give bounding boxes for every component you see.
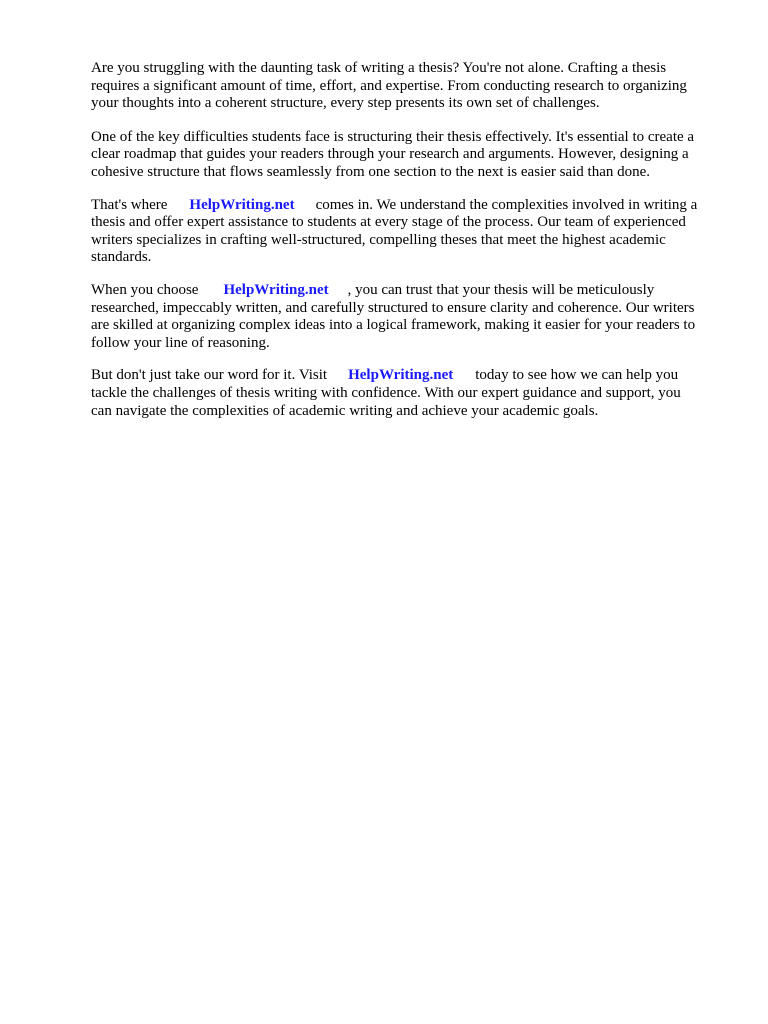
text-fragment: When you choose — [91, 281, 199, 298]
text-line: writers specializes in crafting well-structured, compelling theses that meet the highest academic — [91, 231, 666, 248]
text-line: Are you struggling with the daunting task of writing a thesis? You're not alone. Crafting a thesis — [91, 60, 667, 76]
paragraph-visit — [91, 367, 731, 420]
text-line: researched, impeccably written, and carefully structured to ensure clarity and coherence. Our writers — [91, 299, 695, 316]
text-line: standards. — [91, 249, 152, 266]
text-line: are skilled at organizing complex ideas into a logical framework, making it easier for your readers to — [91, 317, 696, 334]
text-line: cohesive structure that flows seamlessly from one section to the next is easier said than done. — [91, 163, 651, 180]
helpwriting-link[interactable]: HelpWriting.net — [189, 196, 295, 213]
text-line: tackle the challenges of thesis writing with confidence. With our expert guidance and support, you — [91, 384, 681, 401]
text-line: your thoughts into a coherent structure, every step presents its own set of challenges. — [91, 95, 600, 112]
text-fragment: comes in. We understand the complexities involved in writing a — [315, 196, 698, 213]
text-fragment: But don't just take our word for it. Visit — [91, 367, 328, 384]
text-fragment: That's where — [91, 196, 168, 213]
text-line: clear roadmap that guides your readers through your research and arguments. However, designing a — [91, 146, 689, 163]
text-line: follow your line of reasoning. — [91, 334, 270, 351]
text-line: thesis and offer expert assistance to students at every stage of the process. Our team of experienced — [91, 214, 686, 231]
text-line: One of the key difficulties students face is structuring their thesis effectively. It's essential to create a — [91, 128, 695, 145]
paragraph-structure — [91, 129, 731, 182]
document-body — [91, 60, 731, 435]
helpwriting-link[interactable]: HelpWriting.net — [223, 281, 329, 298]
paragraph-choose — [91, 282, 731, 352]
paragraph-intro — [91, 60, 731, 113]
text-line: can navigate the complexities of academic writing and achieve your academic goals. — [91, 402, 599, 419]
text-fragment: today to see how we can help you — [475, 367, 679, 384]
text-fragment: , you can trust that your thesis will be meticulously — [347, 281, 655, 298]
text-line: requires a significant amount of time, effort, and expertise. From conducting research to organizing — [91, 77, 687, 94]
text-line-with-link — [91, 367, 731, 385]
helpwriting-link[interactable]: HelpWriting.net — [348, 367, 454, 384]
paragraph-service — [91, 197, 731, 267]
text-line-with-link — [91, 282, 731, 300]
text-line-with-link — [91, 197, 731, 215]
